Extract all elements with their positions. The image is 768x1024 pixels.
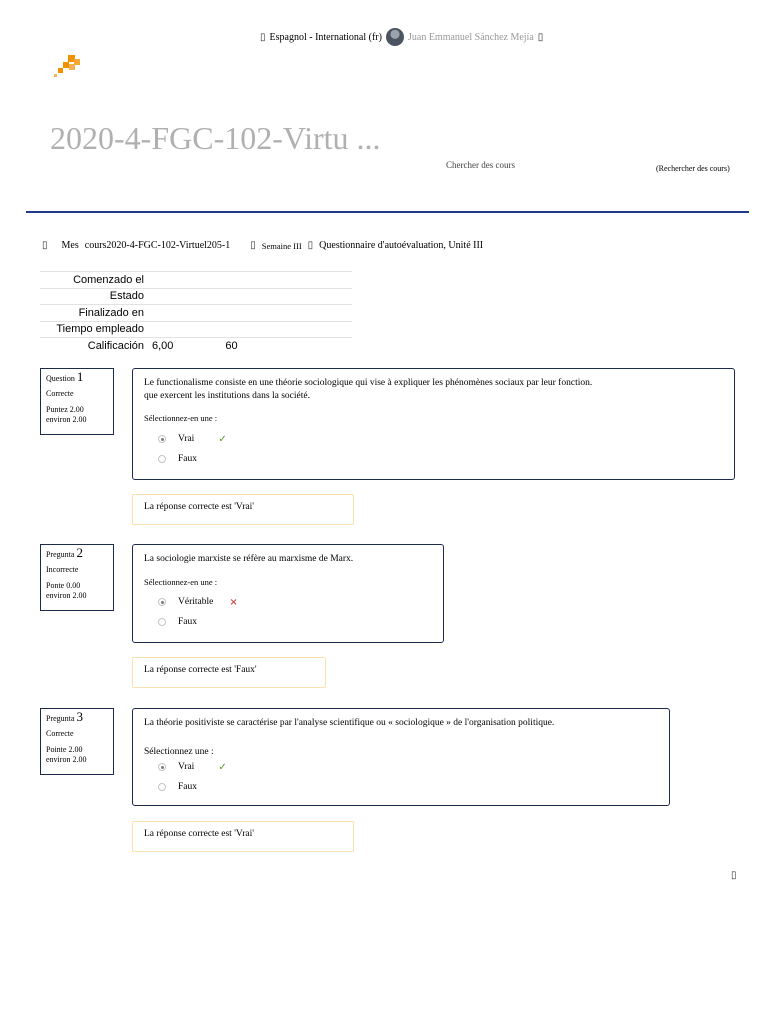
question-text: La théorie positiviste se caractérise par l'analyse scientifique ou « sociologique » de l'organisation politique. <box>144 718 555 728</box>
question-box-1 <box>132 368 735 480</box>
question-info-1 <box>40 368 114 435</box>
radio-button[interactable] <box>158 763 166 771</box>
breadcrumb-quiz[interactable]: Questionnaire d'autoévaluation, Unité III <box>319 240 484 251</box>
option-label: Vrai <box>178 761 195 772</box>
site-logo[interactable] <box>54 55 80 79</box>
question-number: 3 <box>76 709 83 724</box>
question-label: Question <box>46 374 75 383</box>
option-label: Vrai <box>178 433 195 444</box>
menu-icon[interactable]: ▯ <box>42 240 48 251</box>
correct-check-icon: ✓ <box>218 761 227 773</box>
top-bar <box>260 28 543 46</box>
answer-option[interactable] <box>144 757 658 777</box>
language-icon: ▯ <box>260 31 266 43</box>
separator-icon: ▯ <box>307 240 314 251</box>
question-max-points: environ 2.00 <box>46 755 87 764</box>
question-points: Ponte 0.00 <box>46 581 81 590</box>
search-courses-link[interactable]: (Rechercher des cours) <box>656 164 730 173</box>
option-label: Faux <box>178 453 197 464</box>
option-label: Faux <box>178 616 197 627</box>
question-number: 1 <box>76 369 84 384</box>
question-number: 2 <box>76 545 83 560</box>
summary-key: Calificación <box>40 338 148 354</box>
question-points: Puntez 2.00 <box>46 405 84 414</box>
option-label: Faux <box>178 781 197 792</box>
answer-option[interactable] <box>144 777 658 797</box>
question-points: Pointe 2.00 <box>46 745 83 754</box>
answer-prompt: Sélectionnez-en une : <box>144 413 218 423</box>
footer-icon[interactable]: ▯ <box>731 870 737 881</box>
summary-value <box>148 321 352 338</box>
answer-prompt: Sélectionnez-en une : <box>144 577 218 587</box>
question-label: Pregunta <box>46 714 75 723</box>
radio-button[interactable] <box>158 783 166 791</box>
answer-option[interactable] <box>144 592 432 612</box>
breadcrumb-course[interactable]: cours2020-4-FGC-102-Virtuel205-1 <box>84 240 231 251</box>
summary-row <box>40 272 352 289</box>
answer-option[interactable] <box>144 612 432 632</box>
question-info-3 <box>40 708 114 775</box>
user-name[interactable]: Juan Emmanuel Sánchez Mejía <box>407 31 534 43</box>
radio-button[interactable] <box>158 598 166 606</box>
question-text: Le functionalisme consiste en une théorie sociologique qui vise à expliquer les phénomènes sociaux par leur fonction. <box>144 378 593 388</box>
summary-row <box>40 288 352 305</box>
summary-key: Estado <box>40 288 148 305</box>
radio-button[interactable] <box>158 455 166 463</box>
summary-row <box>40 338 352 354</box>
question-status: Correcte <box>46 729 74 738</box>
separator-icon: ▯ <box>250 240 256 251</box>
avatar[interactable] <box>386 28 404 46</box>
question-box-3 <box>132 708 670 806</box>
question-box-2 <box>132 544 444 643</box>
correct-check-icon: ✓ <box>218 433 227 445</box>
question-status: Incorrecte <box>46 565 79 574</box>
language-menu[interactable]: Espagnol - International (fr) <box>269 31 382 43</box>
answer-option[interactable] <box>144 429 723 449</box>
summary-row <box>40 321 352 338</box>
feedback-box: La réponse correcte est 'Vrai' <box>132 494 354 525</box>
radio-button[interactable] <box>158 435 166 443</box>
summary-value <box>148 272 352 289</box>
question-label: Pregunta <box>46 550 75 559</box>
answer-prompt: Sélectionnez une : <box>144 747 214 757</box>
feedback-box: La réponse correcte est 'Vrai' <box>132 821 354 852</box>
search-courses-label: Chercher des cours <box>446 160 515 170</box>
grade-percent: 60 <box>225 339 238 352</box>
question-max-points: environ 2.00 <box>46 415 87 424</box>
option-label: Véritable <box>178 596 214 607</box>
summary-key: Finalizado en <box>40 305 148 322</box>
summary-value <box>148 288 352 305</box>
summary-value <box>148 338 352 354</box>
summary-row <box>40 305 352 322</box>
grade-points: 6,00 <box>152 339 174 352</box>
course-title[interactable]: 2020-4-FGC-102-Virtu ... <box>50 120 381 156</box>
breadcrumb-home[interactable]: Mes <box>61 240 79 251</box>
question-info-2 <box>40 544 114 611</box>
feedback-box: La réponse correcte est 'Faux' <box>132 657 326 688</box>
summary-key: Comenzado el <box>40 272 148 289</box>
radio-button[interactable] <box>158 618 166 626</box>
question-text: La sociologie marxiste se réfère au marxisme de Marx. <box>144 554 354 564</box>
breadcrumb <box>42 240 483 251</box>
summary-key: Tiempo empleado <box>40 321 148 338</box>
question-status: Correcte <box>46 389 74 398</box>
incorrect-cross-icon: × <box>229 596 238 608</box>
question-text: que exercent les institutions dans la société. <box>144 391 310 401</box>
summary-value <box>148 305 352 322</box>
user-menu-icon[interactable]: ▯ <box>537 31 544 43</box>
question-max-points: environ 2.00 <box>46 591 87 600</box>
answer-option[interactable] <box>144 449 723 469</box>
header-divider <box>26 211 749 213</box>
attempt-summary-table <box>40 271 352 354</box>
breadcrumb-section[interactable]: Semaine III <box>261 240 302 251</box>
